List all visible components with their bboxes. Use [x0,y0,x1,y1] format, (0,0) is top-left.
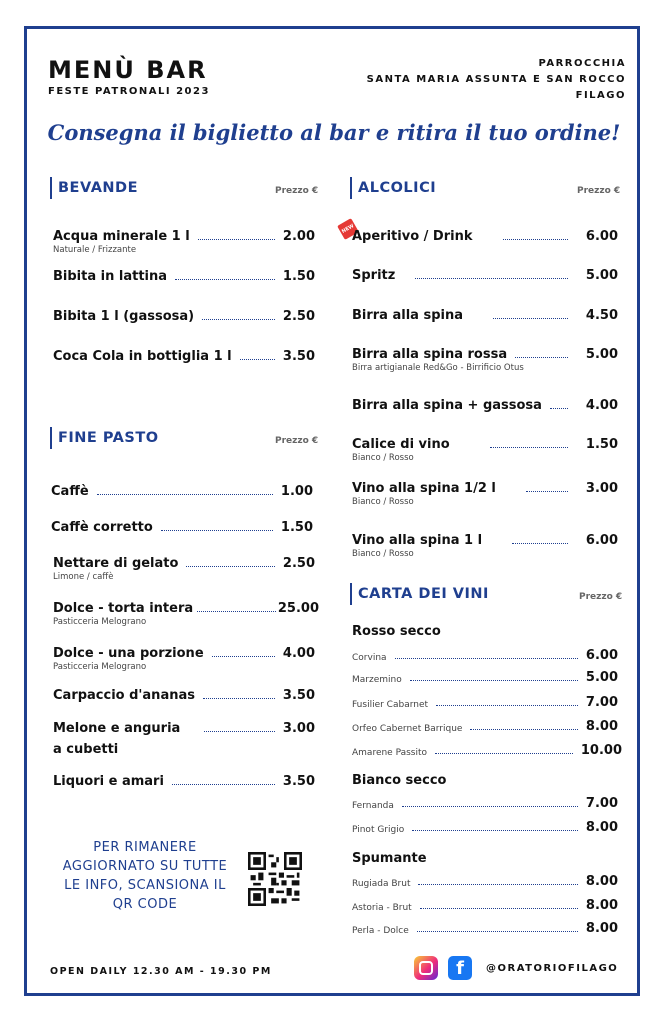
wine-item: Fernanda 7.00 [352,796,618,811]
page-title: MENÙ BAR [48,56,208,84]
wine-group-title: Spumante [352,851,427,866]
wine-item: Pinot Grigio 8.00 [352,820,618,835]
menu-item: Acqua minerale 1 l 2.00 Naturale / Frizzante [53,229,315,255]
price-header: Prezzo € [579,592,623,602]
menu-item: Carpaccio d'ananas 3.50 [53,688,315,703]
menu-item: Coca Cola in bottiglia 1 l 3.50 [53,349,315,364]
menu-item: Dolce - una porzione 4.00 Pasticceria Melograno [53,646,315,672]
wine-item: Corvina 6.00 [352,648,618,663]
price-header: Prezzo € [275,436,319,446]
wine-item: Amarene Passito 10.00 [352,743,622,758]
section-title-bevande: BEVANDE [50,177,138,199]
price-header: Prezzo € [577,186,621,196]
menu-item: Bibita 1 l (gassosa) 2.50 [53,309,315,324]
menu-item: Birra alla spina 4.50 [352,308,618,323]
slogan: Consegna il biglietto al bar e ritira il tuo ordine! [47,120,621,145]
price-header: Prezzo € [275,186,319,196]
parish-name: PARROCCHIA SANTA MARIA ASSUNTA E SAN ROCCO FILAGO [366,58,626,101]
social-handle[interactable]: @ORATORIOFILAGO [486,963,619,974]
wine-item: Fusilier Cabarnet 7.00 [352,695,618,710]
wine-group-title: Rosso secco [352,624,441,639]
menu-item: Calice di vino 1.50 Bianco / Rosso [352,437,618,463]
menu-item: Nettare di gelato 2.50 Limone / caffè [53,556,315,582]
menu-item: Bibita in lattina 1.50 [53,269,315,284]
wine-item: Astoria - Brut 8.00 [352,898,618,913]
menu-item: Aperitivo / Drink 6.00 [352,229,618,244]
opening-hours: OPEN DAILY 12.30 AM - 19.30 PM [50,966,272,977]
menu-item: Caffè corretto 1.50 [51,520,313,535]
menu-item: Dolce - torta intera 25.00 Pasticceria Melograno [53,601,319,627]
menu-item: Birra alla spina + gassosa 4.00 [352,398,618,413]
menu-item: Liquori e amari 3.50 [53,774,315,789]
new-badge: NEW [337,218,359,240]
instagram-icon[interactable] [414,956,438,980]
section-title-fine-pasto: FINE PASTO [50,427,159,449]
page-subtitle: FESTE PATRONALI 2023 [48,86,210,97]
wine-group-title: Bianco secco [352,773,447,788]
facebook-icon[interactable]: f [448,956,472,980]
menu-item: Vino alla spina 1/2 l 3.00 Bianco / Rosso [352,481,618,507]
wine-item: Marzemino 5.00 [352,670,618,685]
section-title-vini: CARTA DEI VINI [350,583,489,605]
qr-invite-text: PER RIMANERE AGGIORNATO SU TUTTE LE INFO, SCANSIONA IL QR CODE [62,840,228,912]
menu-item: Birra alla spina rossa 5.00 Birra artigianale Red&Go - Birrificio Otus [352,347,618,373]
qr-code-icon[interactable] [248,852,302,906]
wine-item: Rugiada Brut 8.00 [352,874,618,889]
section-title-alcolici: ALCOLICI [350,177,436,199]
wine-item: Orfeo Cabernet Barrique 8.00 [352,719,618,734]
wine-item: Perla - Dolce 8.00 [352,921,618,936]
menu-item: Spritz 5.00 [352,268,618,283]
menu-item: Melone e anguria 3.00 a cubetti [53,721,315,757]
menu-item: Caffè 1.00 [51,484,313,499]
menu-item: Vino alla spina 1 l 6.00 Bianco / Rosso [352,533,618,559]
